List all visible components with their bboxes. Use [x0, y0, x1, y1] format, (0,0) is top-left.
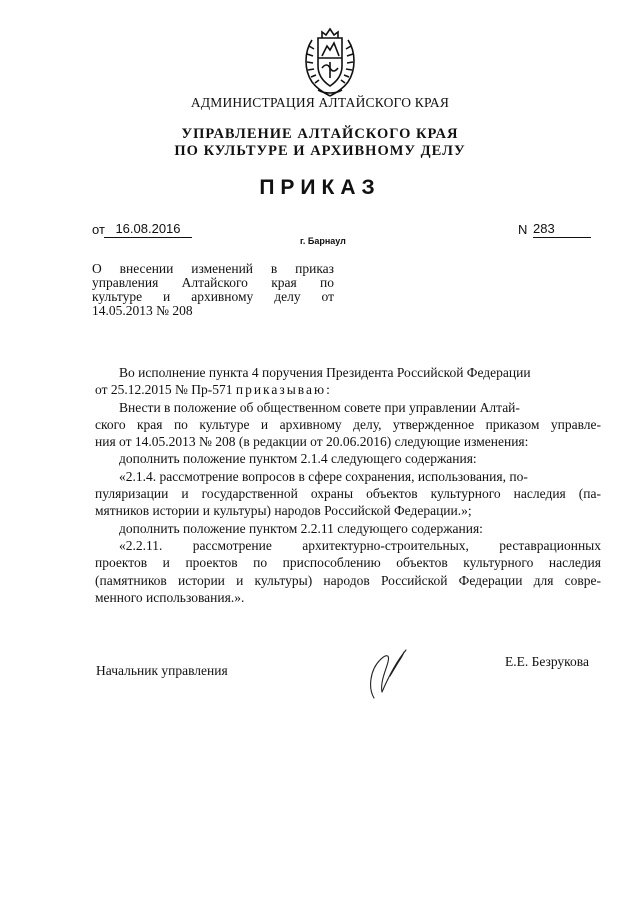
subject-line: управления Алтайского края по — [92, 275, 334, 290]
order-number: 283 — [533, 221, 591, 238]
body-line: Внести в положение об общественном совете при управлении Алтай- — [119, 399, 520, 415]
body-line: менного использования.». — [95, 589, 245, 605]
handwritten-signature — [360, 648, 418, 700]
signatory-name: Е.Е. Безрукова — [505, 654, 589, 669]
subject-line: О внесении изменений в приказ — [92, 261, 334, 276]
body-line: дополнить положение пунктом 2.1.4 следующего содержания: — [119, 451, 477, 467]
body-line: пуляризации и государственной охраны объектов культурного наследия (па- — [95, 486, 601, 502]
department-heading-line1: УПРАВЛЕНИЕ АЛТАЙСКОГО КРАЯ — [181, 126, 459, 142]
order-body — [95, 364, 601, 606]
body-line: проектов и проектов по приспособлению объектов культурного наследия — [95, 555, 601, 571]
body-line: ского края по культуре и архивному делу, утвержденное приказом управле- — [95, 416, 601, 432]
document-title: ПРИКАЗ — [259, 176, 381, 199]
body-line: «2.2.11. рассмотрение архитектурно-строительных, реставрационных — [119, 537, 601, 553]
city-label: г. Барнаул — [300, 236, 346, 246]
signatory-position: Начальник управления — [96, 663, 228, 678]
coat-of-arms-emblem — [300, 22, 360, 100]
subject-line: культуре и архивному делу от — [92, 289, 334, 304]
date-prefix: от — [92, 222, 105, 237]
administration-heading: АДМИНИСТРАЦИЯ АЛТАЙСКОГО КРАЯ — [190, 95, 450, 110]
order-subject — [92, 262, 334, 318]
number-prefix: N — [518, 222, 528, 237]
body-line: «2.1.4. рассмотрение вопросов в сфере сохранения, использования, по- — [119, 468, 528, 484]
body-line-start: от 25.12.2015 № Пр-571 — [95, 382, 236, 398]
body-line — [95, 381, 601, 398]
body-line: мятников истории и культуры) народов Российской Федерации.»; — [95, 503, 472, 519]
body-line: (памятников истории и культуры) народов Российской Федерации для совре- — [95, 572, 601, 588]
body-line: ния от 14.05.2013 № 208 (в редакции от 20.06.2016) следующие изменения: — [95, 434, 529, 450]
body-line: дополнить положение пунктом 2.2.11 следующего содержания: — [119, 520, 483, 536]
body-line: Во исполнение пункта 4 поручения Президента Российской Федерации — [119, 365, 531, 380]
order-date: 16.08.2016 — [104, 221, 192, 238]
subject-line: 14.05.2013 № 208 — [92, 303, 193, 318]
order-keyword: приказываю: — [235, 382, 332, 398]
department-heading-line2: ПО КУЛЬТУРЕ И АРХИВНОМУ ДЕЛУ — [174, 143, 466, 159]
